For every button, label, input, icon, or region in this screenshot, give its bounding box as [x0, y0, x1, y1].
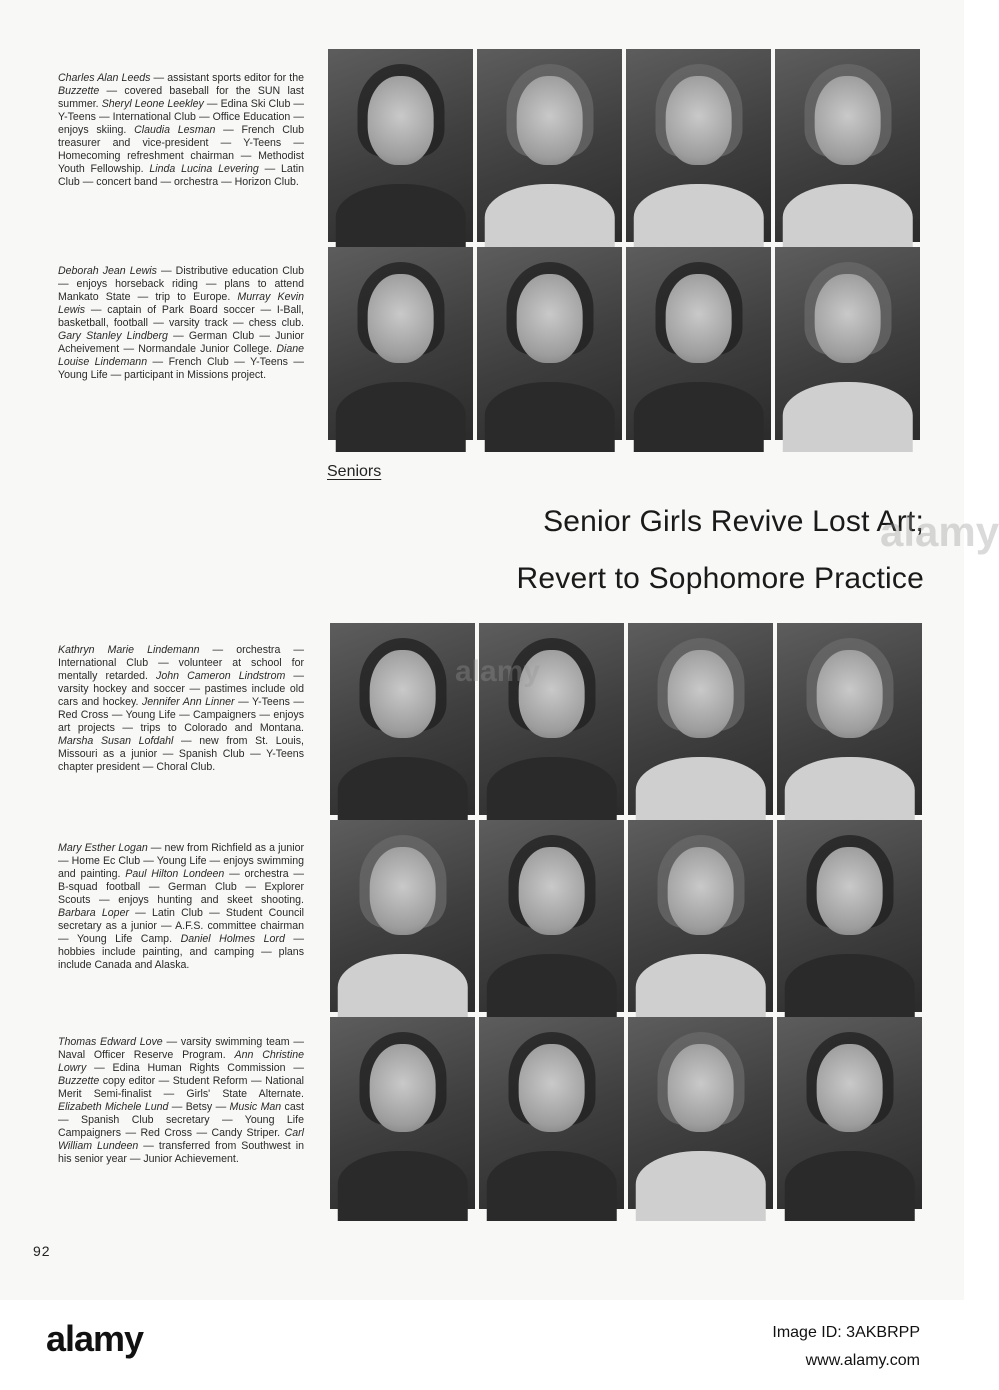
bio-text: — varsity hockey and soccer — pastimes include old cars and hockey. — [58, 670, 304, 708]
portrait-photo — [626, 247, 771, 440]
portrait-photo — [775, 247, 920, 440]
bio-block-4 — [58, 842, 304, 972]
bio-text: — Y-Teens — Red Cross — Young Life — Campaigners — enjoys art projects — trips to Colorado and Montana. — [58, 696, 304, 734]
portrait-photo — [477, 247, 622, 440]
portrait-photo — [479, 623, 624, 815]
portrait-photo — [777, 623, 922, 815]
bio-text: — Betsy — — [168, 1101, 230, 1113]
bio-text: copy editor — Student Reform — National Merit Semi-finalist — Girls' State Alternate. — [58, 1075, 304, 1100]
portrait-photo — [330, 820, 475, 1012]
bio-text: — Edina Human Rights Commission — — [86, 1062, 304, 1074]
bio-name: Kathryn Marie Lindemann — [58, 644, 200, 656]
bio-text: — orchestra — International Club — volunteer at school for mentally retarded. — [58, 644, 304, 682]
stock-url: www.alamy.com — [805, 1352, 920, 1369]
bio-name: John Cameron Lindstrom — [156, 670, 286, 682]
bio-name: Paul Hilton Londeen — [125, 868, 225, 880]
bio-block-5 — [58, 1036, 304, 1166]
watermark: alamy — [455, 655, 541, 688]
bio-name: Daniel Holmes Lord — [180, 933, 285, 945]
portrait-grid-bottom — [330, 623, 922, 1209]
portrait-photo — [628, 820, 773, 1012]
bio-name: Mary Esther Logan — [58, 842, 148, 854]
portrait-photo — [477, 49, 622, 242]
bio-text: — Edina Ski Club — Y-Teens — International Club — Office Education — enjoys skiing. — [58, 98, 305, 136]
portrait-photo — [328, 49, 473, 242]
bio-name: Jennifer Ann Linner — [141, 696, 235, 708]
bio-text: — orchestra — B-squad football — German Club — Explorer Scouts — enjoys hunting and skeet shooting. — [58, 868, 304, 906]
bio-name: Diane Louise Lindemann — [58, 343, 304, 368]
headline-line-2: Revert to Sophomore Practice — [516, 562, 924, 595]
portrait-grid-top — [328, 49, 920, 440]
bio-block-3 — [58, 644, 304, 774]
portrait-photo — [775, 49, 920, 242]
bio-text: cast — Spanish Club secretary — Young Life Campaigners — Red Cross — Candy Striper. — [58, 1101, 304, 1139]
bio-name: Music Man — [229, 1101, 282, 1113]
page-number: 92 — [33, 1243, 51, 1259]
stock-footer — [0, 1300, 964, 1390]
bio-text: — French Club — Y-Teens — Young Life — participant in Missions project. — [58, 356, 304, 381]
portrait-photo — [777, 1017, 922, 1209]
portrait-photo — [330, 1017, 475, 1209]
bio-text: — Latin Club — Student Council secretary as a junior — A.F.S. committee chairman — Young Life Camp. — [58, 907, 304, 945]
bio-text: — hobbies include painting, and camping — plans include Canada and Alaska. — [58, 933, 304, 971]
portrait-photo — [628, 1017, 773, 1209]
bio-name: Deborah Jean Lewis — [58, 265, 157, 277]
portrait-photo — [626, 49, 771, 242]
portrait-photo — [479, 1017, 624, 1209]
bio-text: — assistant sports editor for the — [150, 72, 304, 84]
watermark: alamy — [880, 508, 999, 555]
bio-name: Claudia Lesman — [134, 124, 216, 136]
section-label: Seniors — [327, 463, 382, 480]
portrait-photo — [777, 820, 922, 1012]
bio-name: Sheryl Leone Leekley — [101, 98, 204, 110]
bio-text: — captain of Park Board soccer — I-Ball, basketball, football — varsity track — chess club. — [58, 304, 304, 329]
bio-text: — German Club — Junior Acheivement — Normandale Junior College. — [58, 330, 304, 355]
bio-name: Murray Kevin Lewis — [58, 291, 304, 316]
image-id: Image ID: 3AKBRPP — [772, 1324, 920, 1341]
headline-line-1: Senior Girls Revive Lost Art; — [543, 505, 924, 538]
bio-name: Buzzette — [58, 1075, 100, 1087]
bio-text: — covered baseball for the SUN last summer. — [58, 85, 304, 110]
bio-text: — new from St. Louis, Missouri as a junior — Spanish Club — Y-Teens chapter president — Choral Club. — [58, 735, 304, 773]
bio-text: — Distributive education Club — enjoys horseback riding — plans to attend Mankato State — trip to Europe. — [58, 265, 304, 303]
bio-name: Marsha Susan Lofdahl — [58, 735, 174, 747]
bio-text: — French Club treasurer and vice-president — Y-Teens — Homecoming refreshment chairman — Methodist Youth Fellowship. — [58, 124, 304, 175]
bio-name: Buzzette — [58, 85, 100, 97]
portrait-photo — [479, 820, 624, 1012]
bio-name: Gary Stanley Lindberg — [58, 330, 168, 342]
bio-name: Ann Christine Lowry — [58, 1049, 304, 1074]
bio-block-1 — [58, 72, 304, 189]
bio-name: Barbara Loper — [58, 907, 129, 919]
portrait-photo — [628, 623, 773, 815]
portrait-photo — [328, 247, 473, 440]
portrait-photo — [330, 623, 475, 815]
bio-name: Thomas Edward Love — [58, 1036, 163, 1048]
bio-text: — transferred from Southwest in his senior year — Junior Achievement. — [58, 1140, 304, 1165]
bio-text: — varsity swimming team — Naval Officer Reserve Program. — [58, 1036, 304, 1061]
bio-name: Carl William Lundeen — [58, 1127, 304, 1152]
bio-name: Linda Lucina Levering — [149, 163, 259, 175]
bio-text: — new from Richfield as a junior — Home Ec Club — Young Life — enjoys swimming and painting. — [58, 842, 304, 880]
bio-text: — Latin Club — concert band — orchestra — Horizon Club. — [58, 163, 305, 188]
stock-brand-logo: alamy — [46, 1318, 144, 1359]
bio-name: Charles Alan Leeds — [58, 72, 151, 84]
bio-name: Elizabeth Michele Lund — [58, 1101, 169, 1113]
bio-block-2 — [58, 265, 304, 382]
